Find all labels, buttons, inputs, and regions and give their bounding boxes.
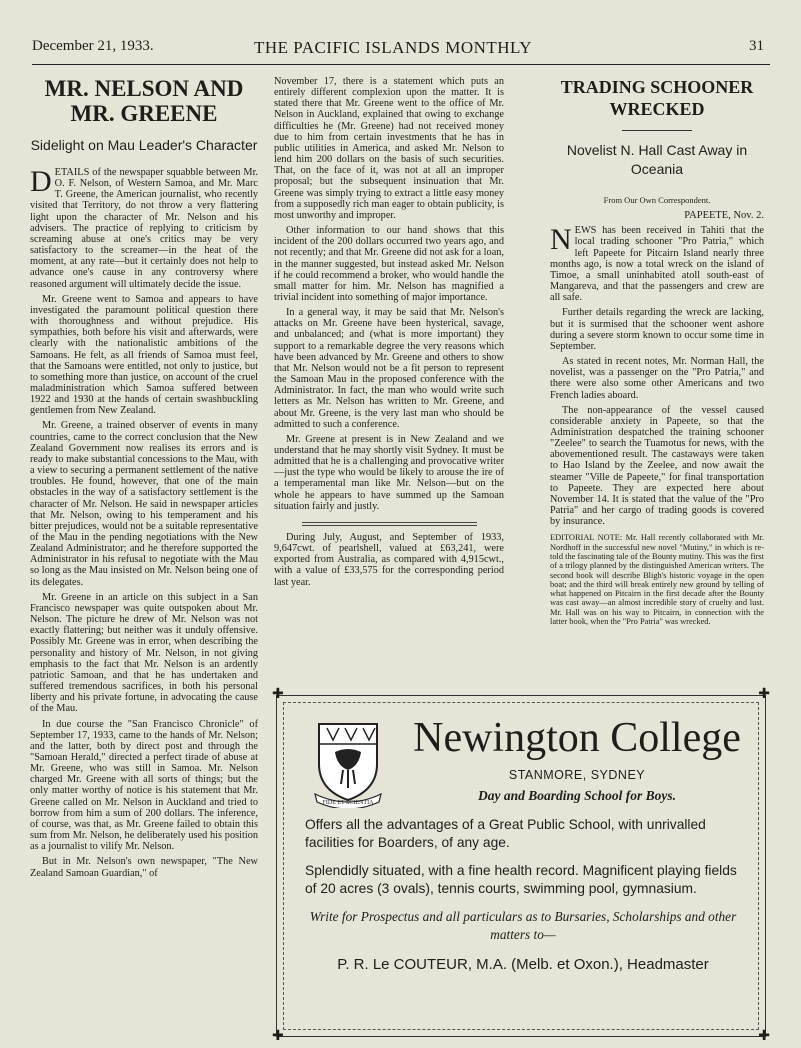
ad-body <box>305 816 741 974</box>
article2-headline: TRADING SCHOONER WRECKED <box>560 77 754 119</box>
article-nelson-greene-col2 <box>274 76 504 592</box>
article1-paragraph: Mr. Greene, a trained observer of events in many countries, came to the correct conclusion that the New Zealand Government now realises its errors and is ready to make substantial concessions to the Mau, with a view to securing a permanent settlement of the native troubles. He found, however, that one of the main obstacles in the way of a satisfactory settlement is the character of Mr. Nelson. He said in newspaper articles that Mr. Nelson, owing to his temperament and his bitter prejudices, would not be a suitable representative of the Mau in the pending negotiations with the New Zealand Administrator; and he therefore supported the Administrator in his refusal to negotiate with the Mau so long as the Mau insisted on Mr. Nelson being one of its delegates. <box>30 420 258 588</box>
corner-ornament-icon: ✚ <box>272 1029 284 1044</box>
school-crest-icon <box>313 718 383 808</box>
ad-location: STANMORE, SYDNEY <box>508 768 646 782</box>
article1-subhead: Sidelight on Mau Leader's Character <box>30 137 258 153</box>
ad-college-name: Newington College <box>413 715 741 761</box>
article2-paragraph: As stated in recent notes, Mr. Norman Hall, the novelist, was a passenger on the "Pro Patria," and there were also some other Americans and two French ladies aboard. <box>550 356 764 401</box>
article1-paragraph: Mr. Greene in an article on this subject in a San Francisco newspaper was quite outspoken about Mr. Nelson. The picture he drew of Mr. Nelson was not exactly flattering; but neither was it unduly offensive. Possibly Mr. Greene was in error, when describing the personality and history of Mr. Nelson, in not giving emphasis to the fact that Mr. Nelson is an ardently patriotic Samoan, and that he has undertaken and suffered tremendous sacrifices, in both his personal liberty and his private fortune, in advocating the cause of the Mau. <box>30 591 258 715</box>
article2-paragraph: NEWS has been received in Tahiti that the local trading schooner "Pro Patria," which left Papeete for Pitcairn Island nearly three months ago, is now a total wreck on the island of Timoe, a small uninhabited atoll south-east of Mangareva, and that the passengers and crew are all safe. <box>550 223 764 304</box>
article2-subhead: Novelist N. Hall Cast Away in Oceania <box>566 142 748 177</box>
article1-paragraph: In due course the "San Francisco Chronicle" of September 17, 1933, came to the hands of Mr. Nelson; and the latter, both by direct post and through the "Samoan Herald," directed a perfect tirade of abuse at Mr. Greene, who was still in Samoa. Mr. Nelson charged Mr. Greene with all sorts of things; but the only matter worthy of notice is his statement that Mr. Greene called on Mr. Nelson in Auckland and tried to borrow from him a sum of 200 dollars. The inference, of course, was that, as Mr. Greene failed to obtain this sum from Mr. Nelson, he deliberately used his position as a journalist to vilify Mr. Nelson. <box>30 718 258 853</box>
editorial-note-text: EDITORIAL NOTE: Mr. Hall recently collaborated with Mr. Nordhoff in the successful new novel "Mutiny," in which is re-told the fascinating tale of the Bounty mutiny. This was the first of a trilogy planned by the distinguished American writers. The second book will describe Bligh's historic voyage in the open boat; and the third will break entirely new ground by telling of what happened on Pitcairn in the first decade after the Bounty was cast away—an almost incredible story of cruelty and lust. Mr. Hall was on his way to Pitcairn, in connection with the latter book, when the "Pro Patria" was wrecked. <box>550 533 764 627</box>
issue-date: December 21, 1933. <box>32 38 154 54</box>
article1-paragraph: November 17, there is a statement which puts an entirely different complexion upon the matter. It is stated there that Mr. Greene went to the office of Mr. Nelson in Auckland, explained that owing to exchange difficulties he (Mr. Greene) had not received money due to him from certain investments that he has in public utilities in America, and asked Mr. Nelson to lend him 200 dollars on the basis of such securities. That, on the face of it, was not at all an improper proposal; but the subsequent insinuation that Mr. Greene was simply trying to extract a little easy money from a supposedly rich man eager to obtain publicity, is most unworthy and improper. <box>274 76 504 221</box>
corner-ornament-icon: ✚ <box>758 1029 770 1044</box>
article2-dropcap: N <box>550 223 572 257</box>
article1-paragraph: Mr. Greene went to Samoa and appears to have investigated the paramount political question there with thoroughness and without prejudice. His sympathies, both before his visit and afterwards, were clearly with the nationalistic ambitions of the Samoans. He felt, as all friends of Samoa must feel, that the Samoans were entitled, not only to justice, but to something more than justice, on account of the cruel maladministration which Samoa suffered between 1922 and 1930 at the hands of certain swashbuckling gentlemen from New Zealand. <box>30 293 258 417</box>
dateline: PAPEETE, Nov. 2. <box>684 210 764 222</box>
article2-paragraph: The non-appearance of the vessel caused considerable anxiety in Papeete, so that the Administration despatched the training schooner "Zeelee" to search the Tuamotus for news, with the abovementioned result. The castaways were taken to Hao Island by the Zeelee, and now await the steamer "Ville de Papeete," for final transportation to Papeete. They are expected here about November 14. It is stated that the value of the "Pro Patria" and her cargo of trading goods is covered by insurance. <box>550 404 764 528</box>
headline-divider <box>622 130 692 131</box>
newington-college-ad <box>272 687 770 1044</box>
ad-body-line: Offers all the advantages of a Great Public School, with unrivalled facilities for Boarders, of any age. <box>305 817 706 850</box>
article1-paragraph: Mr. Greene at present is in New Zealand and we understand that he may shortly visit Sydney. It must be admitted that he is a challenging and provocative writer—just the type who would be likely to arouse the ire of a temperamental man like Mr. Nelson—but on the whole he appears to have summed up the Samoan situation fairly and justly. <box>274 433 504 512</box>
page-number: 31 <box>749 38 764 54</box>
article2-paragraph: Further details regarding the wreck are lacking, but it is surmised that the schooner went ashore during a severe storm known to occur some time in September. <box>550 307 764 352</box>
ad-body-line: Write for Prospectus and all particulars as to Bursaries, Scholarships and other matters to— <box>309 909 737 942</box>
ad-tagline: Day and Boarding School for Boys. <box>477 788 677 803</box>
correspondent-line: From Our Own Correspondent. <box>603 195 711 205</box>
crest-motto: FIDE ET SCIENTIA <box>322 800 374 806</box>
header-rule <box>32 64 770 65</box>
section-divider <box>302 522 477 526</box>
article1-dropcap: D <box>30 165 52 198</box>
article1-paragraph: DETAILS of the newspaper squabble between Mr. O. F. Nelson, of Western Samoa, and Mr. Marc T. Greene, the American journalist, who recently visited that Territory, do not throw a very flattering light upon the character of Mr. Nelson and his advisers. The practice of replying to criticism by screaming abuse at one's critics may be very satisfactory to the screamer—in the heat of the moment, at any rate—but it certainly does not help to advance one's cause in any controversy where reasoned argument will ultimately decide the issue. <box>30 165 258 290</box>
article1-paragraph: But in Mr. Nelson's own newspaper, "The New Zealand Samoan Guardian," of <box>30 856 258 879</box>
article1-paragraph: In a general way, it may be said that Mr. Nelson's attacks on Mr. Greene have been hysterical, savage, and unbalanced; and (what is more important) they support to a remarkable degree the very reasons which have been advanced by Mr. Greene and others to show that Mr. Nelson would not be a fit person to represent the Samoan Mau in the proposed conference with the Administrator. In fact, the man who would write such letters as Mr. Nelson has written to Mr. Greene, and about Mr. Greene, is the very last man who should be admitted to such a conference. <box>274 307 504 430</box>
article1-paragraph: Other information to our hand shows that this incident of the 200 dollars occurred two years ago, and not recently; and that Mr. Greene did not ask for a loan, in the manner suggested, but instead asked Mr. Nelson if he could recommend a broker, who would handle the small matter for him. Mr. Nelson has magnified a trivial incident into something of major importance. <box>274 225 504 303</box>
corner-ornament-icon: ✚ <box>758 687 770 702</box>
ad-contact: P. R. Le COUTEUR, M.A. (Melb. et Oxon.), Headmaster <box>337 956 709 973</box>
ad-body-line: Splendidly situated, with a fine health record. Magnificent playing fields of 20 acres (3 ovals), tennis courts, swimming pool, gymnasium. <box>305 863 737 896</box>
article-schooner-wrecked <box>550 76 764 630</box>
article-nelson-greene-col1 <box>30 76 258 883</box>
article1-headline: MR. NELSON AND MR. GREENE <box>44 76 244 126</box>
corner-ornament-icon: ✚ <box>272 687 284 702</box>
editorial-note <box>550 533 764 626</box>
pearlshell-item: During July, August, and September of 1933, 9,647cwt. of pearlshell, valued at £63,241, were exported from Australia, as compared with 4,915cwt., with a value of £33,575 for the corresponding period last year. <box>274 531 504 588</box>
publication-title: THE PACIFIC ISLANDS MONTHLY <box>254 38 532 57</box>
